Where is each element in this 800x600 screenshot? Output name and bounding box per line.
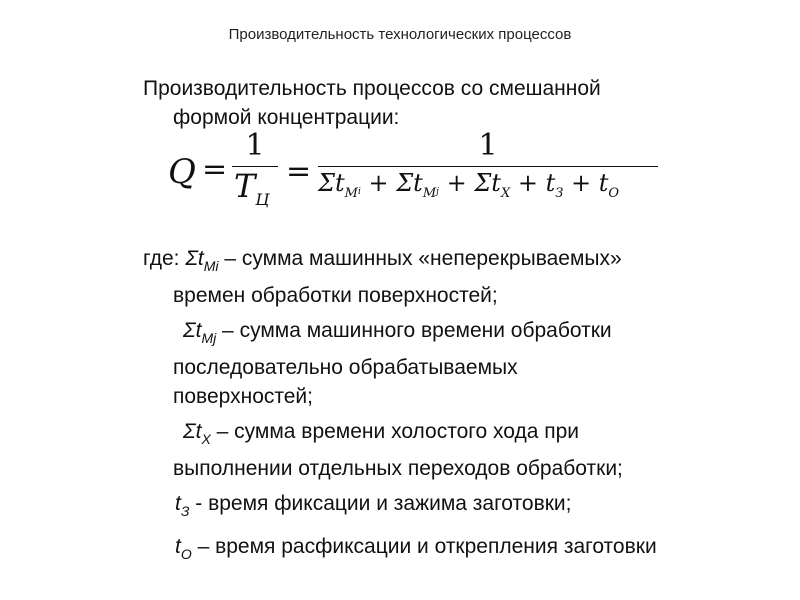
- term-tz: [545, 169, 564, 201]
- fraction-cycle-time: [232, 128, 278, 209]
- productivity-formula: [168, 128, 668, 228]
- term-sum-tmi: [318, 169, 361, 201]
- term-sum-tmj-symbol: Σt: [396, 169, 423, 197]
- term-sum-tx-symbol: Σt: [474, 169, 501, 197]
- definitions-list: [143, 238, 793, 569]
- fraction-1-numerator: 1: [245, 128, 265, 163]
- intro-line-1: Производительность процессов со смешанной: [143, 77, 601, 100]
- symbol-sum-t: Σt: [183, 319, 202, 342]
- term-sum-tx: [474, 169, 511, 201]
- fraction-1-denominator: [232, 167, 278, 209]
- definition-sum-tmj: [143, 316, 793, 411]
- term-sum-tmj: [396, 169, 439, 201]
- term-tz-symbol: t: [545, 169, 556, 197]
- plus-4: +: [563, 169, 599, 197]
- term-sum-tmj-sub: M: [422, 186, 437, 201]
- term-to-symbol: t: [598, 169, 609, 197]
- term-sum-tmi-subsub: i: [357, 187, 361, 197]
- definition-text: - время фиксации и зажима заготовки;: [189, 492, 572, 515]
- definition-sum-tx-line-1: [143, 417, 793, 454]
- term-sum-tmi-sub: M: [344, 186, 358, 201]
- fraction-2-denominator: [318, 167, 658, 201]
- plus-1: +: [360, 169, 397, 197]
- fraction-2-numerator: 1: [478, 128, 498, 163]
- definition-to-line-1: [143, 532, 793, 569]
- slide-title: Производительность технологических процессов: [228, 26, 572, 43]
- definition-sum-tmi: [143, 244, 793, 310]
- definition-text: – время расфиксации и открепления заготовки: [191, 535, 657, 558]
- symbol-subscript: О: [180, 546, 192, 562]
- symbol-t: t: [175, 492, 181, 515]
- definition-sum-tmj-line-3: поверхностей;: [173, 385, 313, 408]
- cycle-time-subscript: Ц: [255, 190, 270, 209]
- fraction-time-sum: [318, 128, 658, 201]
- definitions-prefix: где:: [143, 247, 186, 270]
- term-to-sub: О: [608, 186, 620, 201]
- definition-text: – сумма машинных «неперекрываемых»: [218, 247, 622, 270]
- definition-sum-tx-line-2: выполнении отдельных переходов обработки;: [173, 457, 623, 480]
- symbol-subscript: Mi: [203, 258, 219, 274]
- term-to: [598, 169, 620, 201]
- cycle-time-symbol: T: [234, 167, 256, 205]
- definition-sum-tmj-line-2: последовательно обрабатываемых: [173, 356, 518, 379]
- term-sum-tmj-subsub: j: [436, 187, 439, 197]
- intro-text: [143, 74, 743, 132]
- definition-text: – сумма времени холостого хода при: [210, 420, 580, 443]
- definition-tz-line-1: [143, 489, 793, 526]
- definition-sum-tmi-line-1: [143, 244, 793, 281]
- symbol-subscript: X: [201, 431, 211, 447]
- formula-lhs: Q: [168, 152, 196, 192]
- intro-line-2: формой концентрации:: [173, 106, 400, 129]
- term-tz-sub: З: [555, 186, 564, 201]
- definition-tz: [143, 489, 793, 526]
- term-sum-tmi-symbol: Σt: [318, 169, 345, 197]
- definition-sum-tx: [143, 417, 793, 483]
- symbol-subscript: Mj: [201, 330, 217, 346]
- definition-to: [143, 532, 793, 569]
- symbol-subscript: З: [180, 503, 190, 519]
- definition-text: – сумма машинного времени обработки: [216, 319, 612, 342]
- definition-sum-tmj-line-1: [143, 316, 793, 353]
- formula-equals-2: =: [286, 154, 312, 189]
- plus-3: +: [510, 169, 546, 197]
- symbol-t: t: [175, 535, 181, 558]
- symbol-sum-t: Σt: [185, 247, 204, 270]
- formula-equals-1: =: [202, 152, 228, 187]
- symbol-sum-t: Σt: [183, 420, 202, 443]
- plus-2: +: [438, 169, 475, 197]
- definition-sum-tmi-line-2: времен обработки поверхностей;: [173, 284, 498, 307]
- term-sum-tx-sub: X: [500, 186, 511, 201]
